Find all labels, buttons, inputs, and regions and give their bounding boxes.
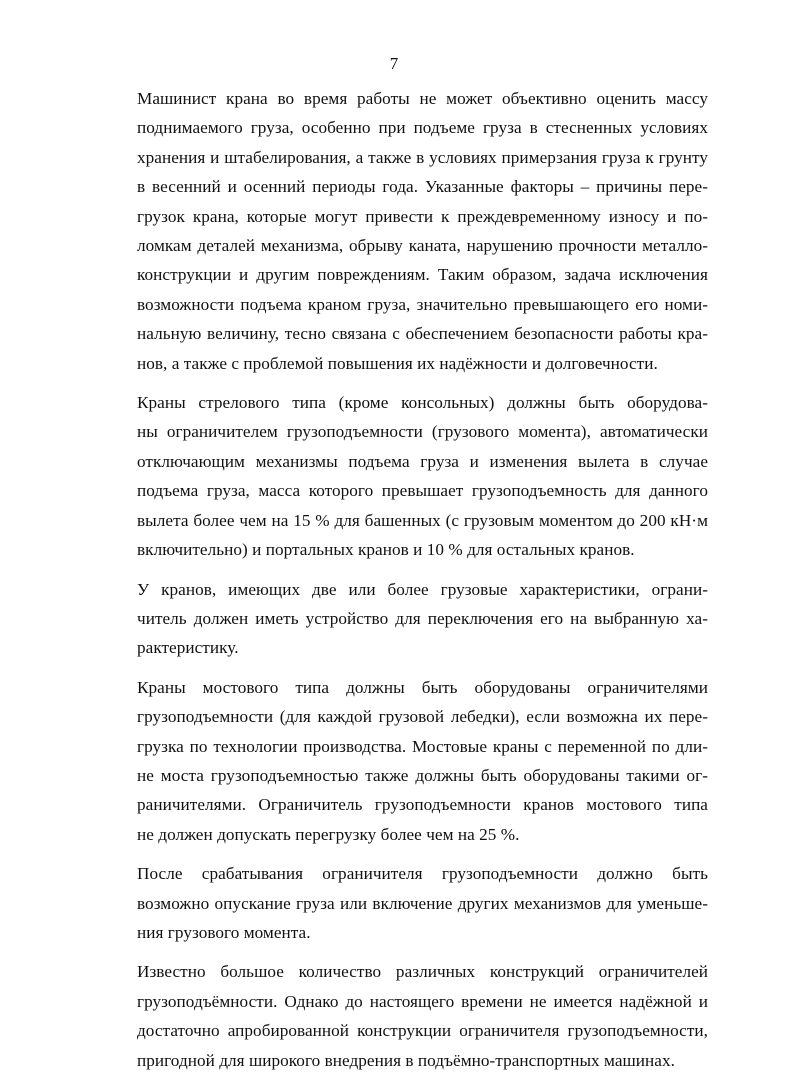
text-line: включительно) и портальных кранов и 10 % для остальных кранов. (137, 540, 635, 560)
text-line: не должен допускать перегрузку более чем на 25 %. (137, 824, 520, 844)
text-line: грузоподъемности (для каждой грузовой лебедки), если возможна их пере- (137, 707, 708, 727)
text-line: возможно опускание груза или включение других механизмов для уменьше- (137, 893, 708, 913)
text-line: поднимаемого груза, особенно при подъеме груза в стесненных условиях (137, 118, 708, 138)
paragraph-limiter-designs (91, 957, 708, 1075)
text-line: Машинист крана во время работы не может объективно оценить массу (137, 89, 708, 108)
text-line: не моста грузоподъемностью также должны быть оборудованы такими ог- (137, 765, 708, 785)
text-line: возможности подъема краном груза, значительно превышающего его номи- (137, 294, 708, 314)
text-line: Краны мостового типа должны быть оборудованы ограничителями (137, 677, 708, 697)
text-line: конструкции и другим повреждениям. Таким образом, задача исключения (137, 265, 708, 285)
text-line: пригодной для широкого внедрения в подъёмно-транспортных машинах. (137, 1050, 675, 1070)
page-number: 7 (389, 54, 399, 73)
paragraph-load-characteristics (91, 575, 708, 663)
text-line: нальную величину, тесно связана с обеспечением безопасности работы кра- (137, 324, 708, 344)
text-line: грузка по технологии производства. Мостовые краны с переменной по дли- (137, 736, 708, 756)
text-line: рактеристику. (137, 638, 239, 658)
text-line: ны ограничителем грузоподъемности (грузового момента), автоматически (137, 422, 708, 442)
text-line: У кранов, имеющих две или более грузовые характеристики, ограни- (137, 579, 708, 599)
text-line: ния грузового момента. (137, 922, 311, 942)
text-line: Известно большое количество различных конструкций ограничителей (137, 962, 708, 982)
text-line: нов, а также с проблемой повышения их надёжности и долговечности. (137, 353, 658, 373)
text-line: грузоподъёмности. Однако до настоящего времени не имеется надёжной и (137, 991, 708, 1011)
document-body (91, 84, 708, 1085)
text-line: в весенний и осенний периоды года. Указанные факторы – причины пере- (137, 177, 708, 197)
text-line: грузок крана, которые могут привести к преждевременному износу и по- (137, 206, 708, 226)
text-line: Краны стрелового типа (кроме консольных) должны быть оборудова- (137, 393, 708, 413)
text-line: хранения и штабелирования, а также в условиях примерзания груза к грунту (137, 147, 708, 167)
text-line: отключающим механизмы подъема груза и изменения вылета в случае (137, 451, 708, 471)
paragraph-mass-estimation (91, 84, 708, 378)
paragraph-after-trigger (91, 859, 708, 947)
paragraph-bridge-cranes (91, 673, 708, 849)
text-line: вылета более чем на 15 % для башенных (с грузовым моментом до 200 кН·м (137, 510, 708, 530)
text-line: раничителями. Ограничитель грузоподъемности кранов мостового типа (137, 795, 708, 815)
text-line: ломкам деталей механизма, обрыву каната, нарушению прочности металло- (137, 236, 708, 256)
text-line: После срабатывания ограничителя грузоподъемности должно быть (137, 864, 708, 884)
text-line: читель должен иметь устройство для переключения его на выбранную ха- (137, 608, 708, 628)
text-line: подъема груза, масса которого превышает грузоподъемность для данного (137, 481, 708, 501)
paragraph-jib-cranes (91, 388, 708, 564)
text-line: достаточно апробированной конструкции ограничителя грузоподъемности, (137, 1021, 708, 1041)
